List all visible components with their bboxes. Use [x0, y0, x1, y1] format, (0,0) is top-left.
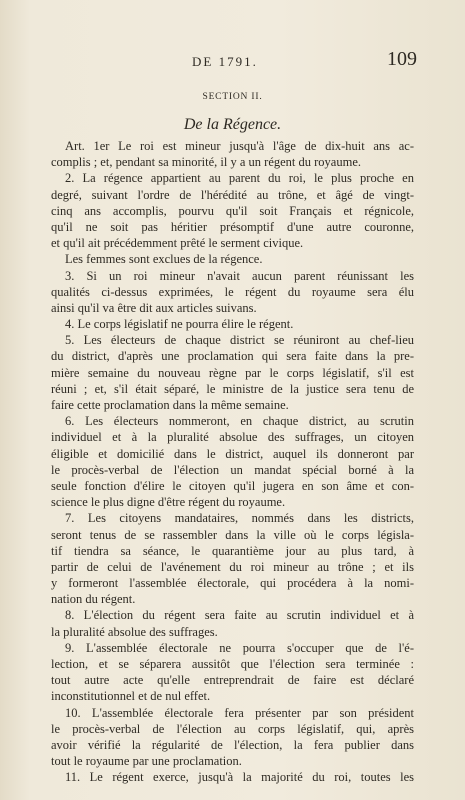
running-head: DE 1791. — [192, 54, 258, 69]
text-line: Art. 1er Le roi est mineur jusqu'à l'âge de dix-huit ans ac- — [65, 139, 414, 153]
text-line: 5. Les électeurs de chaque district se réuniront au chef-lieu — [65, 333, 414, 348]
text-line: ainsi qu'il va être dit aux articles suivans. — [51, 300, 257, 315]
text-line: et qu'il ait précédemment prêté le serment civique. — [51, 236, 304, 251]
section-title: De la Régence. — [183, 116, 282, 133]
text-line: 3. Si un roi mineur n'avait aucun parent réunissant les — [65, 268, 414, 283]
text-line: tif tiendra sa séance, le quarantième jour au plus tard, à — [51, 543, 414, 558]
text-line: éligible et domicilié dans le district, auquel ils donneront par — [51, 446, 414, 461]
text-line: 6. Les électeurs nommeront, en chaque district, au scrutin — [65, 414, 414, 429]
text-line: degré, suivant l'ordre de l'hérédité au trône, et âgé de vingt- — [51, 187, 414, 202]
text-line: le procès-verbal de l'élection au corps législatif, qui, après — [51, 721, 414, 736]
text-line: complis ; et, pendant sa minorité, il y a un régent du royaume. — [51, 155, 361, 170]
text-line: du district, d'après une proclamation qui sera faite dans la pre- — [51, 349, 414, 364]
text-line: 4. Le corps législatif ne pourra élire le régent. — [65, 317, 294, 332]
text-line: la pluralité absolue des suffrages. — [51, 624, 218, 639]
text-line: réuni ; et, s'il était séparé, le ministre de la justice sera tenu de — [51, 381, 414, 396]
text-line: 11. Le régent exerce, jusqu'à la majorité du roi, toutes les — [65, 770, 414, 785]
text-line: individuel et à la pluralité absolue des suffrages, un citoyen — [51, 430, 414, 445]
section-heading: SECTION II. — [202, 92, 263, 102]
text-line: 9. L'assemblée électorale ne pourra s'occuper que de l'é- — [65, 640, 414, 655]
page-number: 109 — [387, 48, 417, 70]
text-line: seule fonction d'élire le citoyen qu'il jugera en son âme et con- — [51, 478, 414, 493]
text-line: qu'il ne soit pas héritier présomptif d'une autre couronne, — [51, 219, 414, 234]
text-line: faire cette proclamation dans la même semaine. — [51, 398, 289, 412]
text-line: 2. La régence appartient au parent du roi, le plus proche en — [65, 171, 414, 186]
text-line: seront tenus de se rassembler dans la ville où le corps législa- — [51, 527, 414, 542]
text-line: nation du régent. — [51, 592, 136, 607]
text-line: cinq ans accomplis, pourvu qu'il soit Français et régnicole, — [51, 203, 414, 218]
text-line: lection, et se séparera aussitôt que l'élection sera terminée : — [51, 657, 414, 671]
text-line: qualités ci-dessus exprimées, le régent du royaume sera élu — [51, 284, 414, 299]
text-line: inconstitutionnel et de nul effet. — [51, 689, 211, 704]
text-line: 7. Les citoyens mandataires, nommés dans les districts, — [65, 511, 414, 526]
text-line: partir de celui de l'avénement du roi mineur au trône ; et ils — [51, 559, 414, 574]
text-line: mière semaine du nouveau règne par le corps législatif, s'il est — [51, 365, 414, 380]
text-line: Les femmes sont exclues de la régence. — [65, 252, 263, 267]
text-line: 10. L'assemblée électorale fera présenter par son président — [65, 705, 414, 720]
article-text — [51, 138, 414, 786]
text-line: avoir vérifié la régularité de l'élection, la fera publier dans — [51, 737, 414, 752]
page-header — [52, 48, 417, 74]
text-line: 8. L'élection du régent sera faite au scrutin individuel et à — [65, 608, 414, 623]
text-line: y formeront l'assemblée électorale, qui procédera à la nomi- — [51, 576, 414, 591]
text-line: science le plus digne d'être régent du royaume. — [51, 495, 286, 510]
text-line: tout autre acte qu'elle entreprendrait de faire est déclaré — [51, 673, 414, 688]
text-line: le procès-verbal de l'élection un mandat spécial borné à la — [51, 462, 414, 477]
text-line: tout le royaume par une proclamation. — [51, 754, 242, 769]
